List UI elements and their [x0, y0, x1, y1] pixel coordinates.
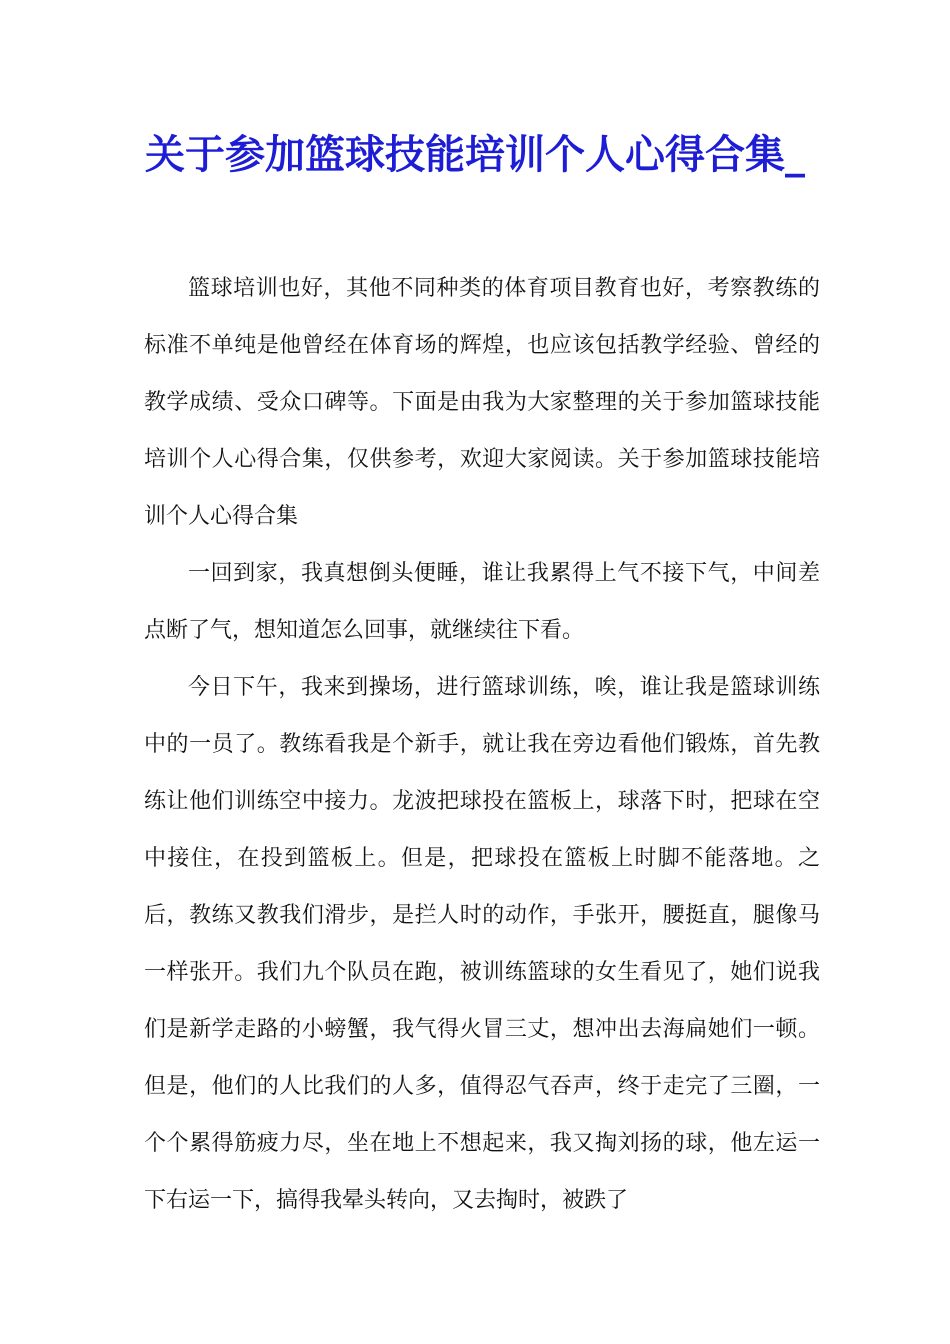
paragraph-intro: 篮球培训也好，其他不同种类的体育项目教育也好，考察教练的标准不单纯是他曾经在体育场的辉煌，也应该包括教学经验、曾经的教学成绩、受众口碑等。下面是由我为大家整理的关于参加篮球技能培训个人心得合集，仅供参考，欢迎大家阅读。关于参加篮球技能培训个人心得合集 [144, 276, 820, 529]
paragraph-3: 今日下午，我来到操场，进行篮球训练，唉，谁让我是篮球训练中的一员了。教练看我是个新手，就让我在旁边看他们锻炼，首先教练让他们训练空中接力。龙波把球投在篮板上，球落下时，把球在空中接住，在投到篮板上。但是，把球投在篮板上时脚不能落地。之后，教练又教我们滑步，是拦人时的动作，手张开，腰挺直，腿像马一样张开。我们九个队员在跑，被训练篮球的女生看见了，她们说我们是新学走路的小螃蟹，我气得火冒三丈，想冲出去海扁她们一顿。但是，他们的人比我们的人多，值得忍气吞声，终于走完了三圈，一个个累得筋疲力尽，坐在地上不想起来，我又掏刘扬的球，他左运一下右运一下，搞得我晕头转向，又去掏时，被跌了 [144, 675, 820, 1213]
paragraph-2: 一回到家，我真想倒头便睡，谁让我累得上气不接下气，中间差点断了气，想知道怎么回事，就继续往下看。 [144, 561, 820, 643]
document-title: 关于参加篮球技能培训个人心得合集_ [145, 131, 805, 178]
document-body [144, 260, 820, 1229]
